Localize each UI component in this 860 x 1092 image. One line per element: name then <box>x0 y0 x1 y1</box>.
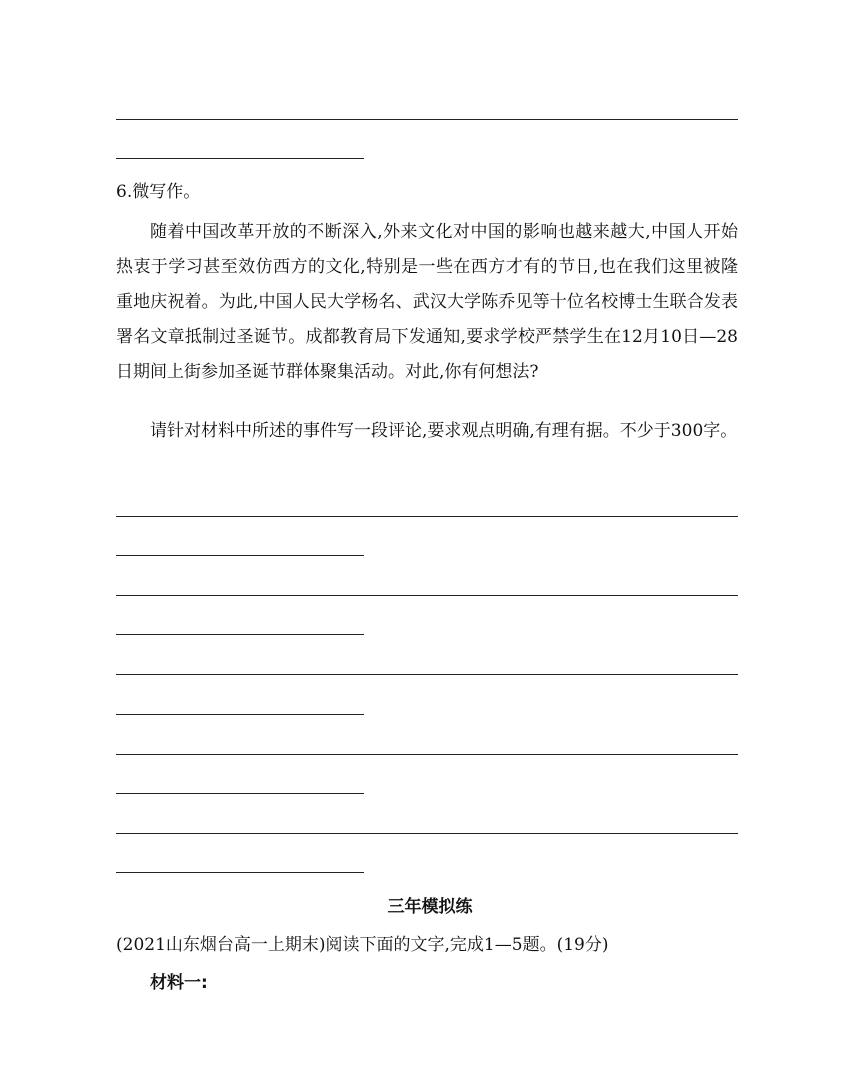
question-title: 6.微写作。 <box>116 182 201 202</box>
answer-line <box>116 793 364 794</box>
answer-line <box>116 595 738 596</box>
answer-line <box>116 754 738 755</box>
section-heading: 三年模拟练 <box>387 897 473 917</box>
answer-line <box>116 872 364 873</box>
answer-line <box>116 833 738 834</box>
answer-line <box>116 714 364 715</box>
answer-line <box>116 119 738 120</box>
answer-line <box>116 158 364 159</box>
question-instruction: 请针对材料中所述的事件写一段评论,要求观点明确,有理有据。不少于300字。 <box>150 421 738 441</box>
source-line: (2021山东烟台高一上期末)阅读下面的文字,完成1—5题。(19分) <box>116 935 609 955</box>
answer-line <box>116 634 364 635</box>
answer-line <box>116 516 738 517</box>
answer-line <box>116 674 738 675</box>
answer-line <box>116 555 364 556</box>
question-material: 随着中国改革开放的不断深入,外来文化对中国的影响也越来越大,中国人开始热衷于学习甚至效仿西方的文化,特别是一些在西方才有的节日,也在我们这里被隆重地庆祝着。为此,中国人民大学杨名、武汉大学陈乔见等十位名校博士生联合发表署名文章抵制过圣诞节。成都教育局下发通知,要求学校严禁学生在12月10日—28日期间上街参加圣诞节群体聚集活动。对此,你有何想法? <box>116 222 738 382</box>
material-label: 材料一: <box>150 973 208 993</box>
